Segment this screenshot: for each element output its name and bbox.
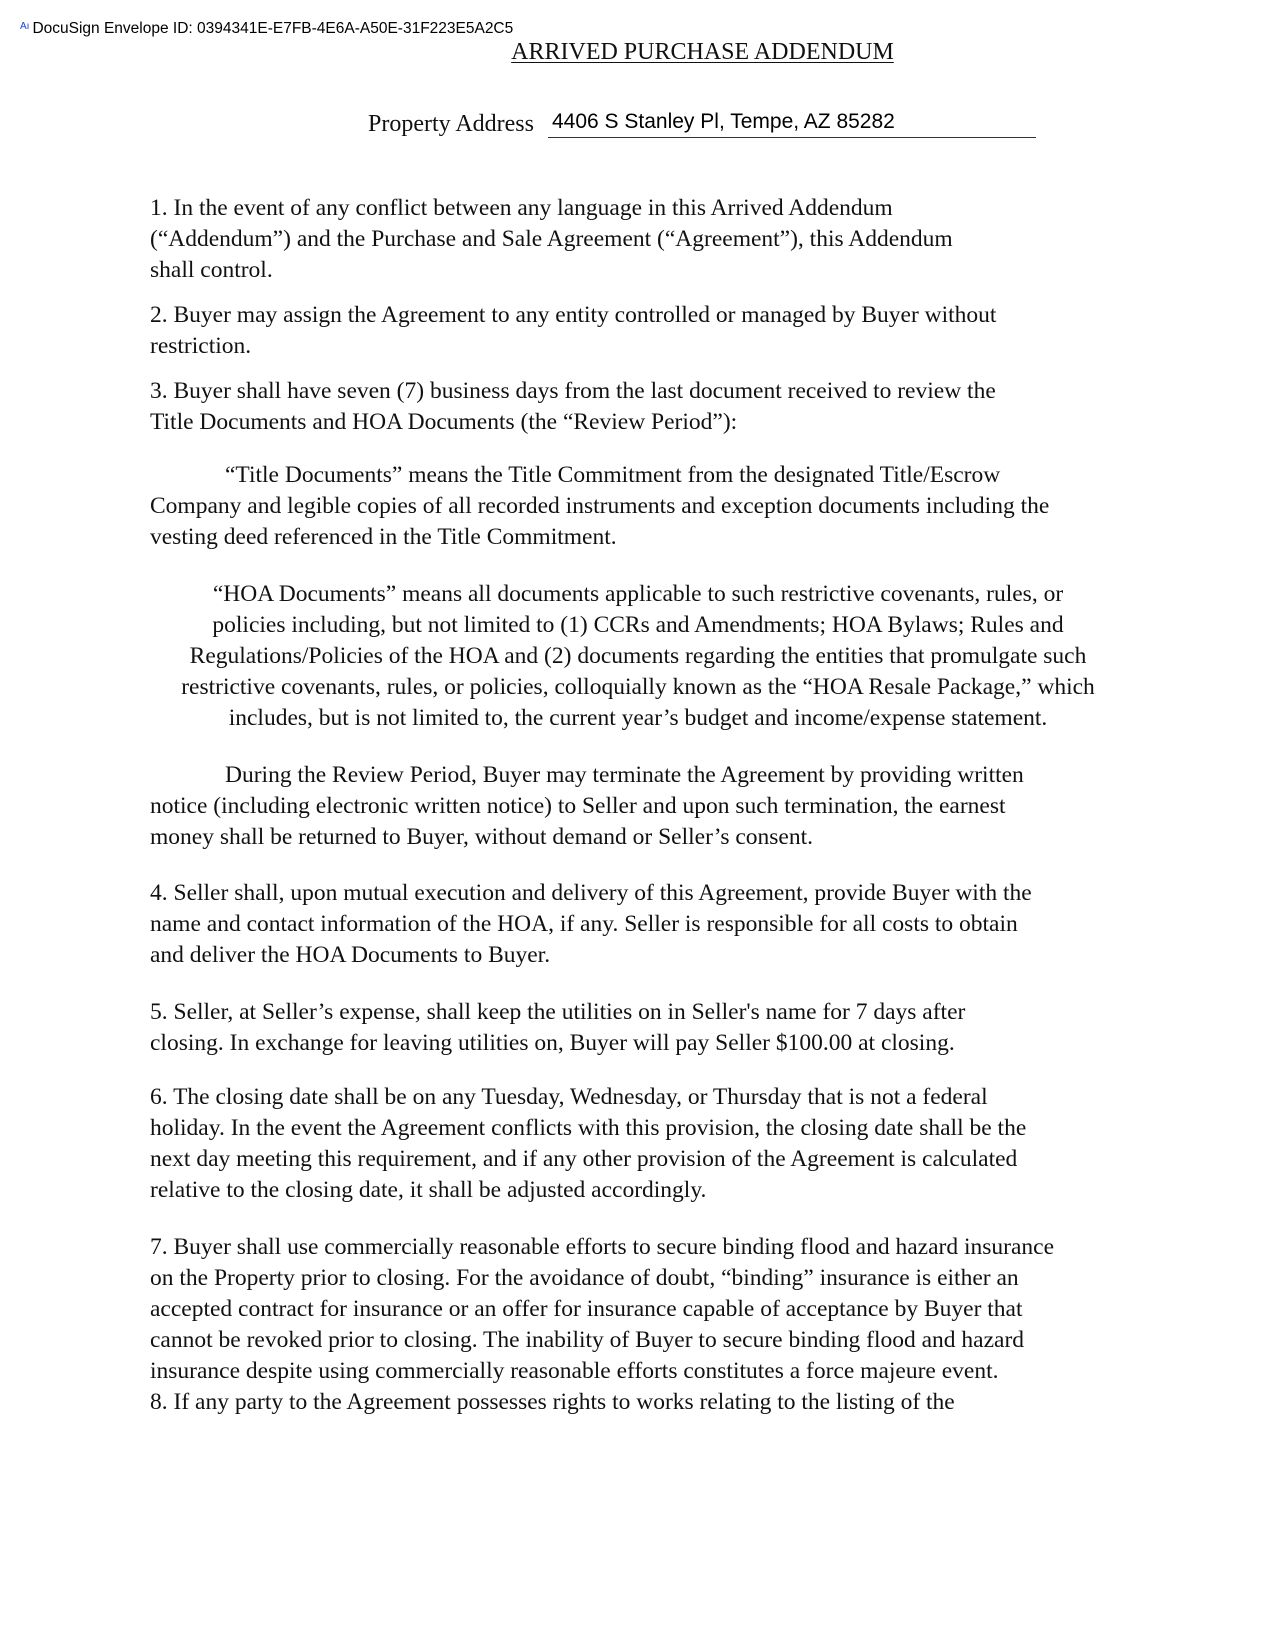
clause-line: 5. Seller, at Seller’s expense, shall keep the utilities on in Seller's name for 7 days after	[150, 999, 966, 1025]
page-title	[0, 39, 1275, 66]
docusign-envelope-header	[20, 20, 513, 38]
clause-line: “HOA Documents” means all documents applicable to such restrictive covenants, rules, or	[212, 581, 1064, 607]
clause-2	[150, 300, 996, 362]
clause-line: 1. In the event of any conflict between any language in this Arrived Addendum	[150, 195, 893, 221]
clause-line: 3. Buyer shall have seven (7) business days from the last document received to review the	[150, 378, 996, 404]
clause-line: During the Review Period, Buyer may terminate the Agreement by providing written	[225, 762, 1024, 788]
clause-line: vesting deed referenced in the Title Commitment.	[150, 524, 617, 550]
clause-line: Company and legible copies of all recorded instruments and exception documents including the	[150, 493, 1050, 519]
clause-line: includes, but is not limited to, the current year’s budget and income/expense statement.	[228, 705, 1048, 731]
clause-line: “Title Documents” means the Title Commitment from the designated Title/Escrow	[225, 462, 1001, 488]
clause-line: restrictive covenants, rules, or policies, colloquially known as the “HOA Resale Package,” which	[181, 674, 1095, 700]
clause-line: next day meeting this requirement, and if any other provision of the Agreement is calculated	[150, 1146, 1018, 1172]
clause-line: money shall be returned to Buyer, without demand or Seller’s consent.	[150, 824, 814, 850]
clause-line: on the Property prior to closing. For the avoidance of doubt, “binding” insurance is either an	[150, 1265, 1019, 1291]
clause-line: 6. The closing date shall be on any Tuesday, Wednesday, or Thursday that is not a federal	[150, 1084, 988, 1110]
title-documents-definition	[150, 460, 1049, 553]
clause-line: and deliver the HOA Documents to Buyer.	[150, 942, 551, 968]
clause-line: (“Addendum”) and the Purchase and Sale Agreement (“Agreement”), this Addendum	[150, 226, 953, 252]
clause-line: shall control.	[150, 257, 273, 283]
clause-line: policies including, but not limited to (1) CCRs and Amendments; HOA Bylaws; Rules and	[212, 612, 1064, 638]
property-address-value: 4406 S Stanley Pl, Tempe, AZ 85282	[552, 110, 895, 133]
page-title-text: ARRIVED PURCHASE ADDENDUM	[511, 39, 894, 65]
clause-line: relative to the closing date, it shall be adjusted accordingly.	[150, 1177, 707, 1203]
clause-line: Title Documents and HOA Documents (the “Review Period”):	[150, 409, 738, 435]
clause-5	[150, 997, 965, 1059]
clause-line: cannot be revoked prior to closing. The inability of Buyer to secure binding flood and hazard	[150, 1327, 1025, 1353]
clause-6	[150, 1082, 1026, 1206]
clause-line: name and contact information of the HOA, if any. Seller is responsible for all costs to obtain	[150, 911, 1018, 937]
hoa-documents-definition	[150, 579, 1126, 734]
clause-line: Regulations/Policies of the HOA and (2) documents regarding the entities that promulgate such	[189, 643, 1087, 669]
clause-1	[150, 193, 953, 286]
clause-line: insurance despite using commercially reasonable efforts constitutes a force majeure event.	[150, 1358, 999, 1384]
clause-line: restriction.	[150, 333, 252, 359]
clause-3	[150, 376, 996, 438]
clause-4	[150, 878, 1032, 971]
property-address-label: Property Address	[368, 111, 534, 137]
envelope-id-text: DocuSign Envelope ID: 0394341E-E7FB-4E6A-A50E-31F223E5A2C5	[32, 20, 514, 37]
property-address-underline	[548, 137, 1036, 138]
clause-line: 8. If any party to the Agreement possesses rights to works relating to the listing of the	[150, 1389, 955, 1415]
docusign-logo-icon: Aı	[20, 21, 30, 32]
clause-line: 2. Buyer may assign the Agreement to any entity controlled or managed by Buyer without	[150, 302, 997, 328]
clause-line: 7. Buyer shall use commercially reasonable efforts to secure binding flood and hazard insurance	[150, 1234, 1055, 1260]
clause-line: notice (including electronic written notice) to Seller and upon such termination, the earnest	[150, 793, 1006, 819]
clause-line: holiday. In the event the Agreement conflicts with this provision, the closing date shall be the	[150, 1115, 1027, 1141]
clause-line: accepted contract for insurance or an offer for insurance capable of acceptance by Buyer that	[150, 1296, 1023, 1322]
review-period-termination	[150, 760, 1024, 853]
clause-line: 4. Seller shall, upon mutual execution and delivery of this Agreement, provide Buyer with the	[150, 880, 1032, 906]
clause-line: closing. In exchange for leaving utilities on, Buyer will pay Seller $100.00 at closing.	[150, 1030, 955, 1056]
clause-7-8	[150, 1232, 1054, 1418]
